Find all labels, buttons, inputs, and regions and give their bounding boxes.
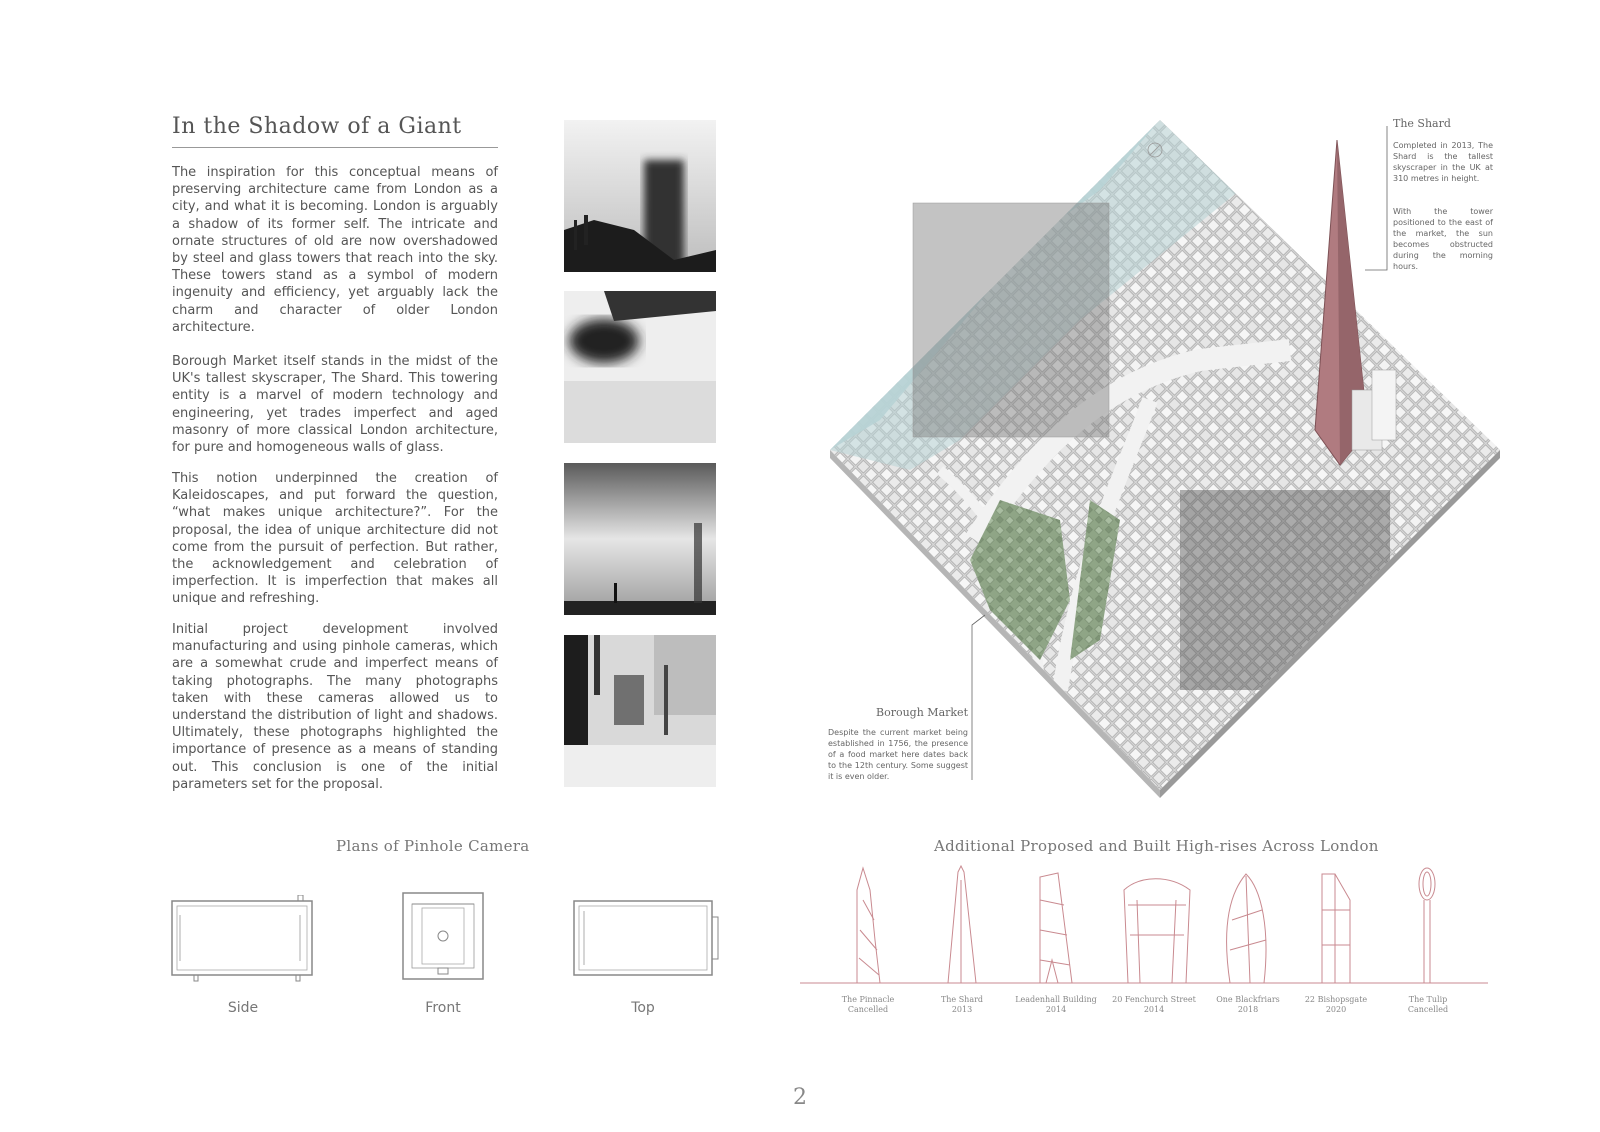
shard-caption-text-2: With the tower positioned to the east of the market, the sun becomes obstructed during the morning hours. [1393,207,1493,271]
camera-side-plan [170,895,320,985]
camera-top-plan [572,895,722,985]
tower-fenchurch [1124,879,1190,983]
pinhole-photo-2 [564,291,716,443]
pinhole-photo-1 [564,120,716,272]
paragraph-inspiration: The inspiration for this conceptual means of preserving architecture came from London as a city, and what it is becoming. London is arguably a shadow of its former self. The intricate and ornate structures of old are now overshadowed by steel and glass towers that reach into the sky. These towers stand as a symbol of modern ingenuity and efficiency, yet arguably lack the charm and character of older London architecture. [172,165,498,335]
page-number: 2 [793,1085,807,1110]
tower-shard [948,866,976,983]
shard-caption-text-1: Completed in 2013, The Shard is the tallest skyscraper in the UK at 310 metres in height. [1393,141,1493,183]
camera-front-plan [400,890,490,985]
paragraph-borough-market: Borough Market itself stands in the midst of the UK's tallest skyscraper, The Shard. This towering entity is a marvel of modern technology and engineering, yet trades imperfect and aged masonry of more classical London architecture, for pure and homogeneous walls of glass. [172,354,498,456]
shard-caption-title: The Shard [1393,117,1451,130]
tower-bishopsgate [1322,874,1350,983]
towers-title: Additional Proposed and Built High-rises Across London [934,837,1379,855]
tower-leadenhall [1040,873,1072,983]
page-title: In the Shadow of a Giant [172,114,462,139]
towers-elevation-strip [800,862,1490,990]
tower-label-leadenhall: Leadenhall Building 2014 [1015,995,1097,1014]
tower-tulip [1424,900,1430,983]
plan-label-top: Top [631,1000,655,1016]
title-divider [172,147,498,148]
plans-title: Plans of Pinhole Camera [336,837,530,855]
market-caption-title: Borough Market [876,706,968,719]
tower-label-shard: The Shard 2013 [940,995,984,1014]
tower-label-pinnacle: The Pinnacle Cancelled [841,995,895,1014]
tower-label-bishopsgate: 22 Bishopsgate 2020 [1304,995,1368,1014]
market-caption-text: Despite the current market being established in 1756, the presence of a food market here dates back to the 12th century. Some suggest it is even older. [828,728,968,781]
paragraph-pinhole-development: Initial project development involved manufacturing and using pinhole cameras, which are a somewhat crude and imperfect means of taking photographs. The many photographs taken with these cameras allowed us to understand the distribution of light and shadows. Ultimately, these photographs highlighted the importance of presence as a means of standing out. This conclusion is one of the initial parameters set for the proposal. [172,622,498,792]
paragraph-kaleidoscapes: This notion underpinned the creation of Kaleidoscapes, and put forward the question, “what makes unique architecture?”. For the proposal, the idea of unique architecture did not come from the pursuit of perfection. But rather, the acknowledgement and celebration of imperfection. It is imperfection that makes all unique and refreshing. [172,471,498,607]
tower-label-fenchurch: 20 Fenchurch Street 2014 [1112,995,1196,1014]
pinhole-photo-4 [564,635,716,787]
tower-label-tulip: The Tulip Cancelled [1407,995,1449,1014]
pinhole-photo-3 [564,463,716,615]
plan-label-front: Front [425,1000,461,1016]
tower-label-blackfriars: One Blackfriars 2018 [1216,995,1280,1014]
plan-label-side: Side [227,1000,259,1016]
